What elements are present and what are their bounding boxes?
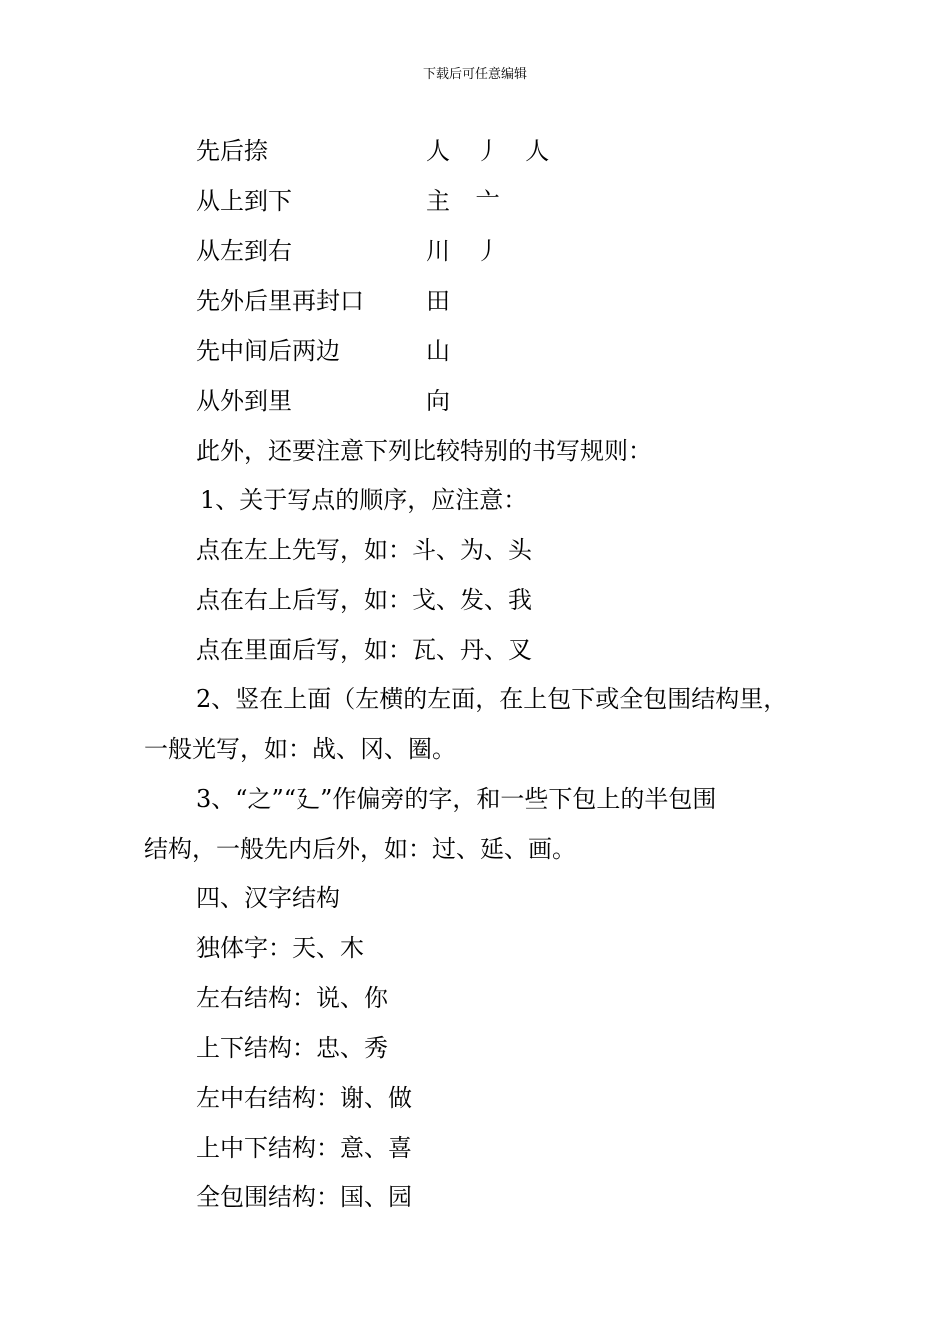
structure-item: 上下结构：忠、秀 [196, 1034, 388, 1062]
stroke-rule-label: 从上到下 [196, 187, 292, 215]
stroke-rule-row [196, 386, 696, 416]
stroke-rule-example: 主 亠 [426, 187, 500, 215]
stroke-rule-label: 先后捺 [196, 137, 268, 165]
stroke-rule-row [196, 136, 696, 166]
section-title: 四、汉字结构 [196, 884, 340, 912]
rule-3-line-1: 3、“之”“廴”作偏旁的字，和一些下包上的半包围 [196, 785, 717, 813]
rule-3-line-2: 结构，一般先内后外，如：过、延、画。 [144, 835, 576, 863]
structure-item: 上中下结构：意、喜 [196, 1134, 412, 1162]
rule-1-title: 1、关于写点的顺序，应注意： [200, 486, 528, 514]
stroke-rule-row [196, 286, 696, 316]
stroke-rule-example: 川 丿 [426, 237, 500, 265]
stroke-rule-example: 田 [426, 287, 450, 315]
stroke-rule-example: 人 丿 人 [426, 137, 550, 165]
rule-2-line-1: 2、竖在上面（左横的左面，在上包下或全包围结构里， [196, 685, 788, 713]
structure-item: 左中右结构：谢、做 [196, 1084, 412, 1112]
dot-rule: 点在里面后写，如：瓦、丹、叉 [196, 636, 532, 664]
structure-item: 全包围结构：国、园 [196, 1183, 412, 1211]
stroke-rule-label: 从外到里 [196, 387, 292, 415]
dot-rule: 点在左上先写，如：斗、为、头 [196, 536, 532, 564]
stroke-rule-row [196, 336, 696, 366]
stroke-rule-row [196, 236, 696, 266]
structure-item: 独体字：天、木 [196, 934, 364, 962]
stroke-rule-label: 先中间后两边 [196, 337, 340, 365]
stroke-rule-example: 山 [426, 337, 450, 365]
stroke-rule-example: 向 [426, 387, 450, 415]
page-header: 下载后可任意编辑 [422, 67, 527, 82]
stroke-rule-label: 先外后里再封口 [196, 287, 364, 315]
stroke-rule-row [196, 186, 696, 216]
rule-2-line-2: 一般光写，如：战、冈、圈。 [144, 735, 456, 763]
stroke-rule-label: 从左到右 [196, 237, 292, 265]
dot-rule: 点在右上后写，如：戈、发、我 [196, 586, 532, 614]
special-rules-intro: 此外，还要注意下列比较特别的书写规则： [196, 437, 652, 465]
structure-item: 左右结构：说、你 [196, 984, 388, 1012]
